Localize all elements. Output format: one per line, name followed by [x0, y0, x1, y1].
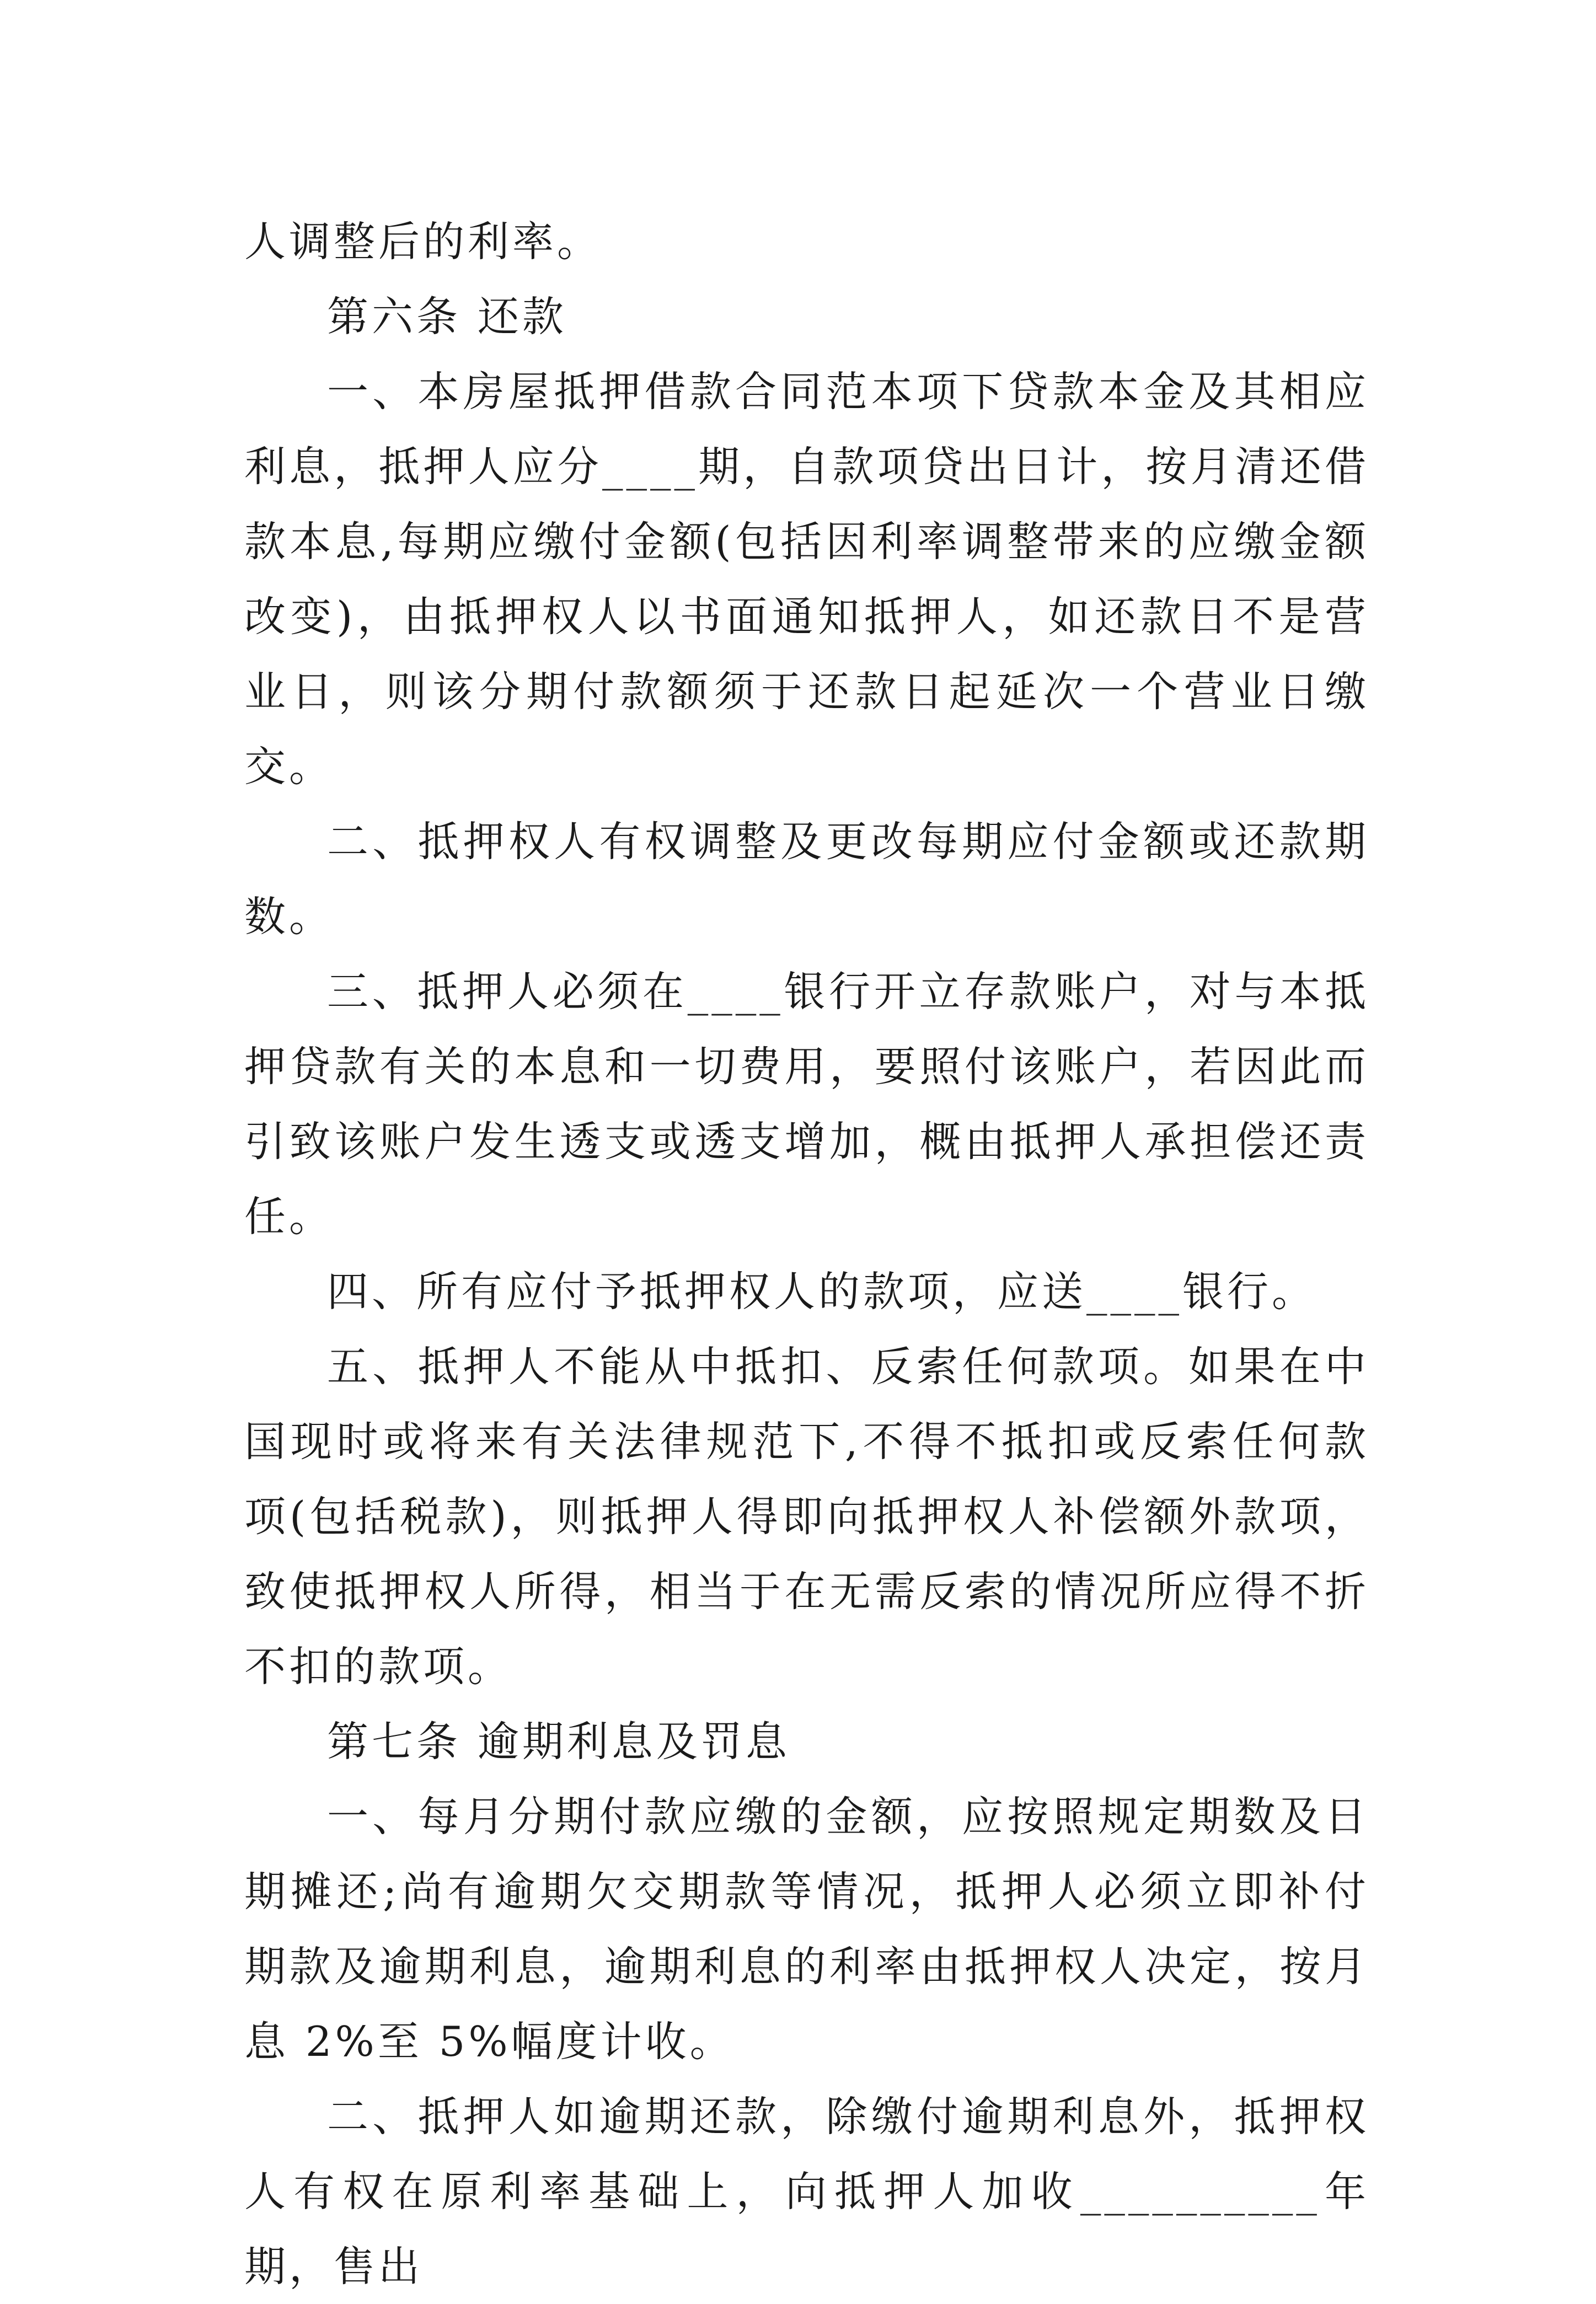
paragraph-continuation: 人调整后的利率。: [244, 217, 602, 266]
article-7-heading: 第七条 逾期利息及罚息: [327, 1717, 790, 1766]
document-body: [244, 204, 1369, 2304]
article-6-clause-3: 三、抵押人必须在____银行开立存款账户，对与本抵押贷款有关的本息和一切费用，要照付该账户，若因此而引致该账户发生透支或透支增加，概由抵押人承担偿还责任。: [244, 967, 1369, 1241]
article-6-clause-2: 二、抵押权人有权调整及更改每期应付金额或还款期数。: [244, 817, 1369, 941]
article-7-clause-2: 二、抵押人如逾期还款，除缴付逾期利息外，抵押权人有权在原利率基础上，向抵押人加收__________年期，售出: [244, 2092, 1369, 2291]
article-6-clause-1: 一、本房屋抵押借款合同范本项下贷款本金及其相应利息，抵押人应分____期，自款项贷出日计，按月清还借款本息,每期应缴付金额(包括因利率调整带来的应缴金额改变)，由抵押权人以书面通知抵押人，如还款日不是营业日，则该分期付款额须于还款日起延次一个营业日缴交。: [244, 367, 1369, 791]
article-6-heading: 第六条 还款: [327, 292, 567, 341]
article-6-clause-5: 五、抵押人不能从中抵扣、反索任何款项。如果在中国现时或将来有关法律规范下,不得不抵扣或反索任何款项(包括税款)，则抵押人得即向抵押权人补偿额外款项，致使抵押权人所得，相当于在无需反索的情况所应得不折不扣的款项。: [244, 1342, 1369, 1691]
article-6-clause-4: 四、所有应付予抵押权人的款项，应送____银行。: [327, 1267, 1317, 1316]
article-7-clause-1: 一、每月分期付款应缴的金额，应按照规定期数及日期摊还;尚有逾期欠交期款等情况，抵押人必须立即补付期款及逾期利息，逾期利息的利率由抵押权人决定，按月息 2%至 5%幅度计收。: [244, 1792, 1369, 2066]
